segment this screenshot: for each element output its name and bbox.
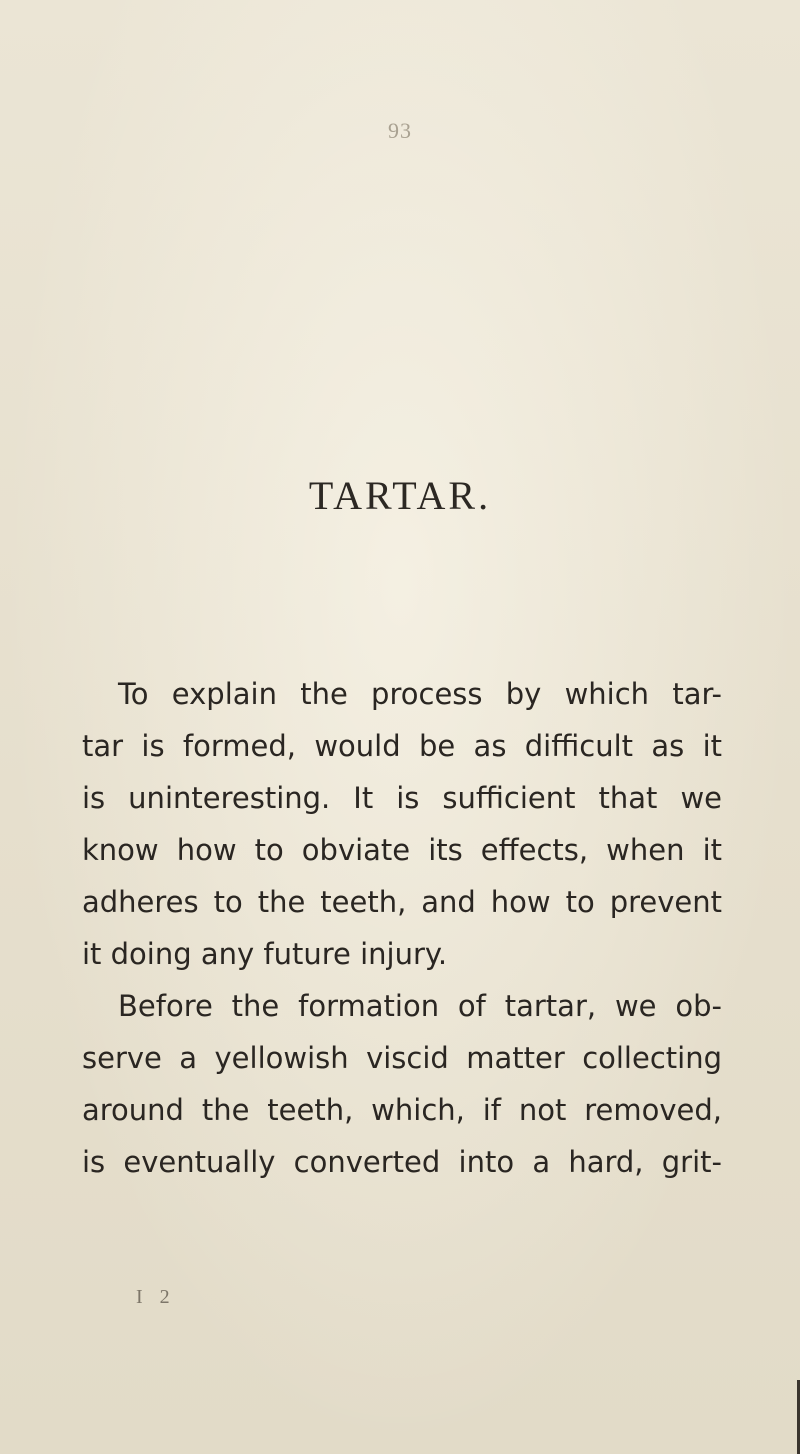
text-line: is uninteresting. It is sufficient that we: [82, 781, 722, 815]
signature-mark: I 2: [136, 1286, 176, 1308]
page-number: 93: [388, 118, 412, 143]
chapter-title: TARTAR.: [308, 473, 492, 518]
text-line: serve a yellowish viscid matter collecting: [82, 1041, 722, 1075]
text-line: adheres to the teeth, and how to prevent: [82, 885, 722, 919]
text-line: is eventually converted into a hard, grit-: [82, 1145, 722, 1179]
text-line: it doing any future injury.: [82, 937, 448, 971]
text-line: tar is formed, would be as difficult as it: [82, 729, 722, 763]
body-text: [82, 668, 722, 1188]
text-line: around the teeth, which, if not removed,: [82, 1093, 722, 1127]
text-line: Before the formation of tartar, we ob-: [118, 989, 722, 1023]
text-line: know how to obviate its effects, when it: [82, 833, 722, 867]
text-line: To explain the process by which tar-: [118, 677, 722, 711]
